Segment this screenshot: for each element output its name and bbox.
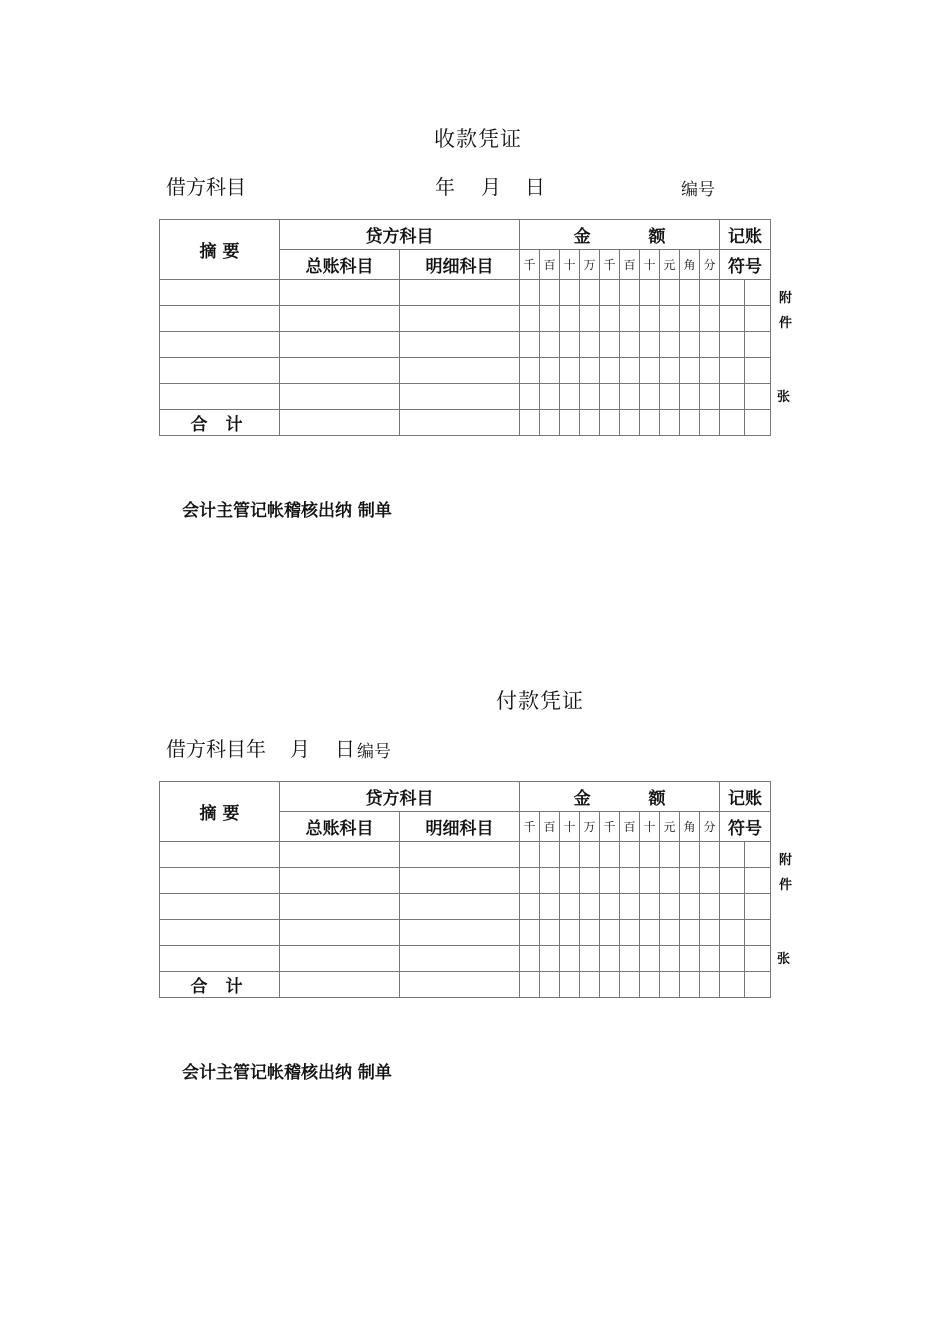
payment-table [159,781,771,998]
mark-header: 符号 [720,812,771,842]
total-row [160,410,771,436]
amount-right-char: 额 [648,789,666,809]
amount-header [520,782,720,812]
digit-wan: 万 [580,812,600,842]
digit-ten-wan: 十 [560,812,580,842]
general-ledger-header: 总账科目 [280,812,400,842]
digit-hundred-wan: 百 [540,250,560,280]
total-label: 合 计 [160,410,280,436]
table-row [160,332,771,358]
amount-left-char: 金 [573,227,591,247]
receipt-title: 收款凭证 [434,127,522,151]
table-row [160,358,771,384]
payment-number-label: 编号 [357,742,391,762]
attachment-label-1: 附 [779,853,793,868]
amount-left-char: 金 [573,789,591,809]
receipt-day-label: 日 [525,175,545,199]
digit-fen: 分 [700,250,720,280]
table-row [160,920,771,946]
table-row [160,306,771,332]
detail-account-header: 明细科目 [400,250,520,280]
digit-jiao: 角 [680,812,700,842]
amount-right-char: 额 [648,227,666,247]
digit-yuan: 元 [660,250,680,280]
table-row [160,868,771,894]
digit-hundred: 百 [620,250,640,280]
receipt-number-label: 编号 [681,180,715,200]
bookkeeping-header: 记账 [720,782,771,812]
digit-hundred: 百 [620,812,640,842]
table-row [160,894,771,920]
digit-ten-wan: 十 [560,250,580,280]
sheets-label: 张 [777,390,791,405]
digit-ten: 十 [640,250,660,280]
digit-yuan: 元 [660,812,680,842]
payment-voucher [0,561,950,1121]
payment-debit-account-label: 借方科目年 [166,737,266,761]
digit-thousand: 千 [600,812,620,842]
digit-wan: 万 [580,250,600,280]
total-row [160,972,771,998]
mark-header: 符号 [720,250,771,280]
attachment-label-1: 附 [779,291,793,306]
digit-ten: 十 [640,812,660,842]
summary-header: 摘 要 [160,220,280,280]
attachment-label-2: 件 [779,878,793,893]
payment-signature-line: 会计主管记帐稽核出纳 制单 [182,1063,392,1083]
digit-thousand-wan: 千 [520,812,540,842]
bookkeeping-header: 记账 [720,220,771,250]
receipt-debit-account-label: 借方科目 [166,175,246,199]
table-row [160,280,771,306]
summary-header: 摘 要 [160,782,280,842]
attachment-label-2: 件 [779,316,793,331]
sheets-label: 张 [777,952,791,967]
digit-thousand-wan: 千 [520,250,540,280]
credit-account-header: 贷方科目 [280,782,520,812]
detail-account-header: 明细科目 [400,812,520,842]
receipt-table [159,219,771,436]
general-ledger-header: 总账科目 [280,250,400,280]
credit-account-header: 贷方科目 [280,220,520,250]
table-row [160,384,771,410]
table-row [160,946,771,972]
payment-day-label: 日 [335,737,355,761]
digit-thousand: 千 [600,250,620,280]
receipt-month-label: 月 [481,175,501,199]
digit-hundred-wan: 百 [540,812,560,842]
payment-title: 付款凭证 [496,689,584,713]
digit-jiao: 角 [680,250,700,280]
total-label: 合 计 [160,972,280,998]
payment-month-label: 月 [290,737,310,761]
receipt-signature-line: 会计主管记帐稽核出纳 制单 [182,501,392,521]
digit-fen: 分 [700,812,720,842]
receipt-voucher [0,0,950,560]
table-row [160,842,771,868]
receipt-year-label: 年 [435,175,455,199]
amount-header [520,220,720,250]
